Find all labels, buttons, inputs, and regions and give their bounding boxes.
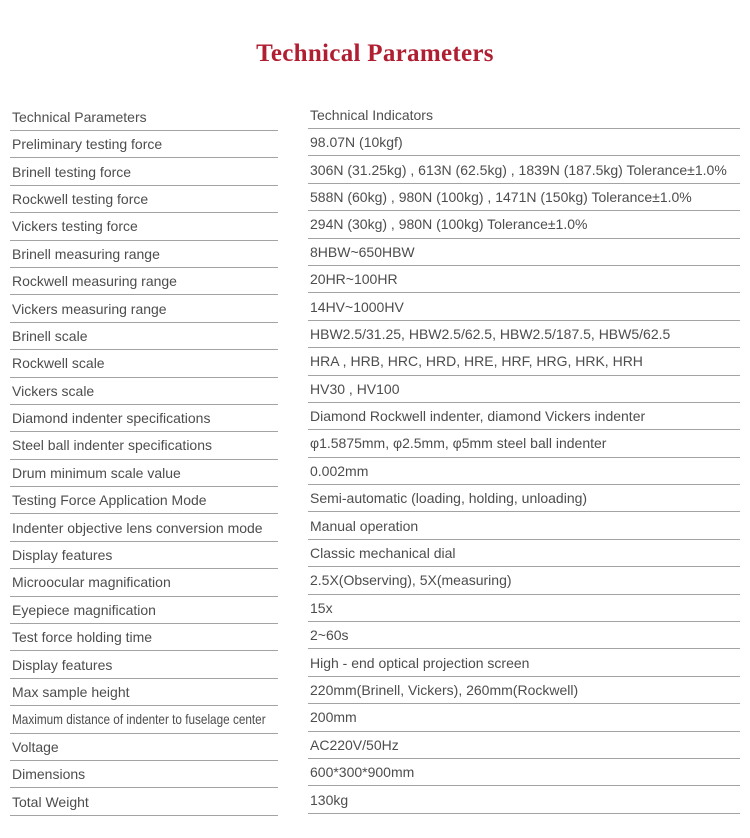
param-name-label: Max sample height [12, 684, 130, 700]
param-name-cell [10, 460, 278, 487]
param-value-cell [308, 156, 740, 183]
column-gap [278, 268, 308, 295]
column-gap [278, 788, 308, 815]
param-value-cell [308, 184, 740, 211]
param-name-cell [10, 514, 278, 541]
param-name-cell [10, 734, 278, 761]
param-value-label: 98.07N (10kgf) [310, 134, 403, 151]
column-gap [278, 432, 308, 459]
column-gap [278, 706, 308, 733]
param-value-cell [308, 321, 740, 348]
param-value-label: 15x [310, 599, 333, 616]
param-name-label: Vickers measuring range [12, 300, 167, 317]
param-value-cell [308, 677, 740, 704]
page-title: Technical Parameters [256, 40, 494, 67]
param-name-label: Testing Force Application Mode [12, 492, 207, 509]
param-name-cell [10, 158, 278, 185]
param-name-label: Vickers testing force [12, 218, 138, 235]
param-name-label: Microocular magnification [12, 574, 171, 591]
column-gap [278, 734, 308, 761]
param-value-cell [308, 485, 740, 512]
param-value-label: 2.5X(Observing), 5X(measuring) [310, 572, 512, 589]
param-name-label: Display features [12, 656, 113, 673]
column-gap [278, 186, 308, 213]
param-value-label: 14HV~1000HV [310, 298, 404, 315]
param-value-cell [308, 129, 740, 156]
param-name-label: Brinell scale [12, 327, 88, 344]
param-name-label: Voltage [12, 738, 59, 755]
param-value-cell [308, 540, 740, 567]
param-value-cell [308, 293, 740, 320]
param-name-label: Preliminary testing force [12, 136, 163, 153]
column-gap [278, 378, 308, 405]
param-value-label: 2~60s [310, 627, 349, 644]
param-value-label: HV30 , HV100 [310, 380, 400, 397]
param-value-cell [308, 376, 740, 403]
param-name-cell [10, 405, 278, 432]
column-gap [278, 241, 308, 268]
column-gap [278, 323, 308, 350]
param-value-cell [308, 512, 740, 539]
param-name-cell [10, 487, 278, 514]
param-name-cell [10, 186, 278, 213]
param-name-cell [10, 569, 278, 596]
column-gap [278, 131, 308, 158]
param-value-label: Manual operation [310, 517, 419, 534]
param-name-label: Vickers scale [12, 382, 95, 399]
param-value-label: Semi-automatic (loading, holding, unloading) [310, 490, 588, 507]
param-value-cell [308, 403, 740, 430]
param-name-label: Display features [12, 547, 113, 564]
param-name-cell [10, 432, 278, 459]
param-name-label: Rockwell scale [12, 355, 105, 372]
param-value-cell [308, 704, 740, 731]
param-value-cell [308, 759, 740, 786]
param-value-cell [308, 732, 740, 759]
column-gap [278, 542, 308, 569]
param-name-cell [10, 268, 278, 295]
column-gap [278, 104, 308, 131]
column-gap [278, 624, 308, 651]
param-name-label: Indenter objective lens conversion mode [12, 519, 263, 536]
column-gap [278, 405, 308, 432]
column-gap [278, 487, 308, 514]
param-name-cell [10, 295, 278, 322]
column-gap [278, 679, 308, 706]
param-name-cell [10, 624, 278, 651]
param-value-label: 600*300*900mm [310, 764, 415, 781]
param-value-cell [308, 595, 740, 622]
param-value-label: HBW2.5/31.25, HBW2.5/62.5, HBW2.5/187.5, HBW5/62.5 [310, 325, 671, 342]
param-name-cell [10, 241, 278, 268]
param-value-cell [308, 786, 740, 813]
param-name-cell [10, 706, 278, 733]
param-value-label: 130kg [310, 791, 349, 808]
param-value-cell [308, 430, 740, 457]
param-name-cell [10, 323, 278, 350]
column-header-parameters: Technical Parameters [10, 104, 278, 131]
column-gap [278, 158, 308, 185]
param-name-label: Dimensions [12, 766, 86, 783]
param-name-label: Test force holding time [12, 629, 153, 646]
param-value-label: HRA , HRB, HRC, HRD, HRE, HRF, HRG, HRK, HRH [310, 353, 643, 370]
param-name-label: Eyepiece magnification [12, 601, 156, 618]
param-value-label: 0.002mm [310, 462, 369, 479]
column-header-indicators: Technical Indicators [308, 102, 740, 129]
param-value-label: 8HBW~650HBW [310, 243, 415, 260]
param-name-cell [10, 542, 278, 569]
param-name-cell [10, 679, 278, 706]
param-name-label: Maximum distance of indenter to fuselage center [12, 711, 266, 728]
param-value-cell [308, 622, 740, 649]
param-name-cell [10, 597, 278, 624]
column-gap [278, 569, 308, 596]
param-value-cell [308, 458, 740, 485]
param-name-cell [10, 213, 278, 240]
param-name-label: Drum minimum scale value [12, 464, 181, 481]
parameters-table [10, 104, 740, 816]
param-name-label: Diamond indenter specifications [12, 410, 211, 427]
param-name-cell [10, 350, 278, 377]
param-value-label: 306N (31.25kg) , 613N (62.5kg) , 1839N (187.5kg) Tolerance±1.0% [310, 161, 727, 178]
param-value-label: 220mm(Brinell, Vickers), 260mm(Rockwell) [310, 682, 579, 698]
column-gap [278, 460, 308, 487]
column-gap [278, 651, 308, 678]
param-value-label: 588N (60kg) , 980N (100kg) , 1471N (150kg) Tolerance±1.0% [310, 188, 692, 205]
param-name-cell [10, 651, 278, 678]
param-name-label: Brinell measuring range [12, 245, 160, 262]
param-name-cell [10, 788, 278, 815]
param-value-label: 20HR~100HR [310, 271, 398, 288]
param-value-label: AC220V/50Hz [310, 736, 399, 753]
param-value-cell [308, 348, 740, 375]
column-gap [278, 350, 308, 377]
param-name-label: Steel ball indenter specifications [12, 437, 213, 454]
column-gap [278, 213, 308, 240]
param-value-label: Diamond Rockwell indenter, diamond Vickers indenter [310, 408, 646, 425]
param-value-label: 200mm [310, 709, 357, 726]
param-value-cell [308, 211, 740, 238]
param-value-cell [308, 266, 740, 293]
column-gap [278, 514, 308, 541]
param-name-label: Rockwell measuring range [12, 273, 177, 290]
param-value-cell [308, 567, 740, 594]
param-value-label: 294N (30kg) , 980N (100kg) Tolerance±1.0% [310, 216, 588, 233]
column-gap [278, 597, 308, 624]
param-name-label: Brinell testing force [12, 163, 132, 180]
column-gap [278, 295, 308, 322]
param-value-cell [308, 649, 740, 676]
column-gap [278, 761, 308, 788]
param-name-cell [10, 761, 278, 788]
param-name-cell [10, 378, 278, 405]
param-value-label: High - end optical projection screen [310, 654, 530, 671]
param-value-cell [308, 239, 740, 266]
param-value-label: φ1.5875mm, φ2.5mm, φ5mm steel ball indenter [310, 435, 607, 452]
param-name-cell [10, 131, 278, 158]
param-name-label: Total Weight [12, 793, 89, 810]
param-name-label: Rockwell testing force [12, 190, 149, 207]
param-value-label: Classic mechanical dial [310, 545, 456, 562]
